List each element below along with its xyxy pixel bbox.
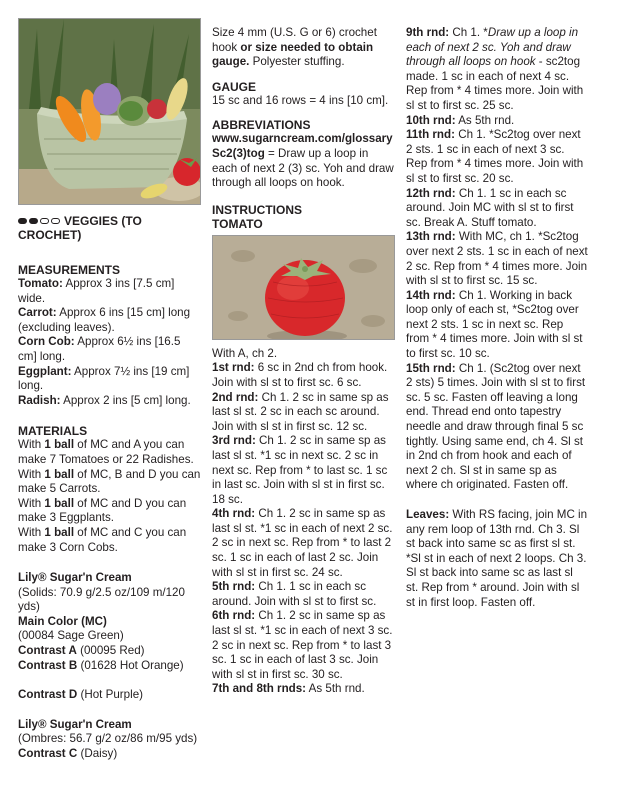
round-14: 14th rnd: Ch 1. Working in back loop only of each st, *Sc2tog over next 2 sts. 1 sc in next sc. Rep from * 4 times more. Join with sl st to first sc. 10 sc. — [406, 288, 583, 361]
mc-color: (00084 Sage Green) — [18, 629, 124, 643]
column-2 — [212, 26, 395, 697]
round-4: 4th rnd: Ch 1. 2 sc in same sp as last sl st. *1 sc in each of next 2 sc. 2 sc in next sc. Rep from * to last 2 sc. 1 sc in each of last 2 sc. Join with sl st in first sc. 24 sc. — [212, 507, 393, 579]
yarn-1-spec: (Solids: 70.9 g/2.5 oz/109 m/120 yds) — [18, 585, 185, 614]
gauge-heading: GAUGE — [212, 79, 257, 94]
tomato-intro: With A, ch 2. — [212, 346, 278, 360]
round-13: 13th rnd: With MC, ch 1. *Sc2tog over next 2 sts. 1 sc in each of next 2 sc. Rep from * 4 times more. Join with sl st to first sc. 15 sc. — [406, 230, 588, 288]
veggies-basket-photo — [18, 18, 201, 205]
round-12: 12th rnd: Ch 1. 1 sc in each sc around. Join MC with sl st to first sc. Break A. Stuff tomato. — [406, 186, 574, 229]
gauge-text: 15 sc and 16 rows = 4 ins [10 cm]. — [212, 93, 389, 107]
leaves-instructions: Leaves: With RS facing, join MC in any rem loop of 13th rnd. Ch 3. Sl st back into same sc as first sl st. *Sl st in each of next 2 loops. Ch 3. Sl st back into same sc as last sl st. Rep from * around. Join with sl st in first loop. Fasten off. — [406, 508, 588, 609]
tomato-heading: TOMATO — [212, 216, 263, 231]
round-6: 6th rnd: Ch 1. 2 sc in same sp as last sl st. *1 sc in each of next 3 sc. 2 sc in next sc. Rep from * to last 3 sc. 1 sc in each of last 3 sc. Join with sl st in first sc. 30 sc. — [212, 609, 393, 681]
material-item: With 1 ball of MC, B and D you can make 5 Carrots. — [18, 467, 201, 496]
yarn-2-name: Lily® Sugar'n Cream — [18, 717, 132, 731]
mc-label: Main Color (MC) — [18, 614, 107, 628]
measurement-item: Carrot: Approx 6 ins [15 cm] long (excluding leaves). — [18, 306, 191, 334]
round-10: 10th rnd: As 5th rnd. — [406, 113, 515, 127]
contrast-b: Contrast B (01628 Hot Orange) — [18, 658, 184, 672]
yarn-2-spec: (Ombres: 56.7 g/2 oz/86 m/95 yds) — [18, 732, 198, 746]
abbreviation-sc2tog: Sc2(3)tog = Draw up a loop in each of next 2 (3) sc. Yoh and draw through all loops on hook. — [212, 146, 394, 190]
measurement-item: Tomato: Approx 3 ins [7.5 cm] wide. — [18, 277, 175, 305]
round-7-8: 7th and 8th rnds: As 5th rnd. — [212, 682, 365, 696]
measurements-heading: MEASUREMENTS — [18, 263, 121, 277]
material-item: With 1 ball of MC and A you can make 7 Tomatoes or 22 Radishes. — [18, 438, 194, 466]
material-item: With 1 ball of MC and C you can make 3 Corn Cobs. — [18, 525, 187, 554]
round-11: 11th rnd: Ch 1. *Sc2tog over next 2 sts. 1 sc in each of next 3 sc. Rep from * 4 times more. Join with sl st to first sc. 20 sc. — [406, 128, 584, 185]
abbreviations-heading: ABBREVIATIONS — [212, 118, 311, 133]
round-2: 2nd rnd: Ch 1. 2 sc in same sp as last sl st. 2 sc in each sc around. Join with sl st in first sc. 12 sc. — [212, 390, 389, 433]
glossary-link[interactable]: www.sugarncream.com/glossary — [212, 132, 393, 146]
materials-heading: MATERIALS — [18, 424, 88, 439]
round-15: 15th rnd: Ch 1. (Sc2tog over next 2 sts) 5 times. Join with sl st to first sc. 5 sc. Fasten off leaving a long end. Thread end onto tapestry needle and draw through final 5 sc tightly. Using same end, ch 4. Sl st in 2nd ch from hook and each of next 2 ch. Sl st in same sp as where ch originated. Fasten off. — [406, 361, 586, 492]
material-item: With 1 ball of MC and D you can make 3 Eggplants. — [18, 496, 187, 525]
round-5: 5th rnd: Ch 1. 1 sc in each sc around. Join with sl st to first sc. — [212, 580, 377, 608]
column-3 — [406, 26, 588, 610]
measurement-item: Corn Cob: Approx 6½ ins [16.5 cm] long. — [18, 335, 181, 363]
contrast-d: Contrast D (Hot Purple) — [18, 688, 143, 702]
title-text: VEGGIES (TO CROCHET) — [18, 214, 142, 242]
round-1: 1st rnd: 6 sc in 2nd ch from hook. Join with sl st to first sc. 6 sc. — [212, 361, 388, 389]
pattern-title — [18, 214, 201, 242]
column-1 — [18, 18, 201, 762]
measurements-list — [18, 277, 201, 408]
round-3: 3rd rnd: Ch 1. 2 sc in same sp as last sl st. *1 sc in next sc. 2 sc in next sc. Rep from * to last sc. 1 sc in last sc. Join with sl st in first sc. 18 sc. — [212, 434, 388, 506]
contrast-a: Contrast A (00095 Red) — [18, 644, 145, 658]
instructions-heading: INSTRUCTIONS — [212, 202, 302, 217]
skill-level-icon — [18, 218, 60, 224]
materials-list — [18, 438, 201, 555]
contrast-c: Contrast C (Daisy) — [18, 747, 118, 761]
round-9: 9th rnd: Ch 1. *Draw up a loop in each of next 2 sc. Yoh and draw through all loops on hook - sc2tog made. 1 sc in each of next 4 sc. Rep from * 4 times more. Join with sl st to first sc. 25 sc. — [406, 26, 584, 112]
hook-info: Size 4 mm (U.S. G or 6) crochet hook or size needed to obtain gauge. Polyester stuffing. — [212, 26, 377, 69]
measurement-item: Eggplant: Approx 7½ ins [19 cm] long. — [18, 364, 190, 393]
measurement-item: Radish: Approx 2 ins [5 cm] long. — [18, 393, 191, 407]
tomato-photo — [212, 235, 395, 340]
yarn-1-name: Lily® Sugar'n Cream — [18, 571, 132, 585]
